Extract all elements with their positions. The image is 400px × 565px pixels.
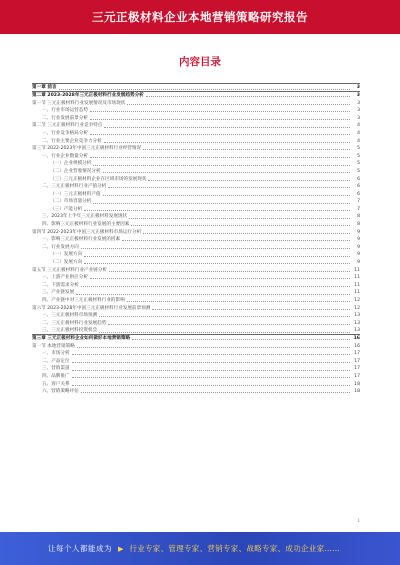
toc-entry-page: 16 [353,335,360,341]
toc-entry[interactable] [32,235,360,243]
toc-entry-title: 二、行业发展前景分析 [42,115,88,121]
toc-leader-dots [104,127,350,128]
toc-entry-page: 4 [357,123,360,129]
toc-leader-dots [84,210,350,211]
toc-entry-title: 第一节 本地营销策略 [32,343,75,349]
page-number: 1 [357,518,360,523]
toc-entry-page: 13 [354,313,360,319]
toc-entry[interactable] [32,242,360,250]
report-header [0,0,400,34]
toc-entry-page: 18 [354,389,360,395]
toc-leader-dots [143,149,350,150]
toc-entry[interactable] [32,349,360,357]
toc-entry[interactable] [32,318,360,326]
toc-entry-page: 7 [357,199,360,205]
report-title: 三元正极材料企业本地营销策略研究报告 [92,10,308,24]
toc-leader-dots [90,134,350,135]
toc-entry-page: 3 [356,85,360,91]
toc-entry-page: 8 [357,222,360,228]
toc-leader-dots [108,324,350,325]
toc-entry-page: 18 [354,381,360,387]
toc-entry-page: 5 [357,168,360,174]
toc-leader-dots [148,180,350,181]
toc-entry[interactable] [32,227,360,235]
toc-entry[interactable] [32,113,360,121]
toc-entry-title: 二、三元正极材料行业产值分析 [42,184,107,190]
toc-entry-page: 5 [357,146,360,152]
toc-entry[interactable] [32,83,360,91]
toc-entry-title: 第六节 2023-2028年中国三元正极材料行业发展前景预测 [32,305,151,311]
toc-entry[interactable] [32,265,360,273]
toc-leader-dots [109,271,350,272]
toc-entry[interactable] [32,303,360,311]
toc-entry-page: 3 [357,115,360,121]
toc-entry-page: 11 [354,290,360,296]
toc-entry-page: 5 [357,161,360,167]
toc-leader-dots [59,89,350,90]
toc-entry-page: 4 [357,130,360,136]
toc-entry[interactable] [32,144,360,152]
toc-entry[interactable] [32,212,360,220]
toc-entry[interactable] [32,106,360,114]
toc-entry[interactable] [32,220,360,228]
toc-entry-page: 9 [357,252,360,258]
toc-entry-title: 四、品牌推广 [42,373,70,379]
toc-leader-dots [143,233,350,234]
toc-entry-title: 二、下游需求分析 [42,282,79,288]
toc-entry-page: 3 [356,92,360,98]
toc-entry-page: 11 [354,267,360,273]
toc-entry-page: 17 [354,373,360,379]
toc-leader-dots [84,256,350,257]
toc-entry-title: （三）三元正极材料企业在区域市场的发展现状 [50,176,147,182]
toc-entry-page: 9 [357,229,360,235]
toc-leader-dots [77,347,350,348]
toc-entry-title: 一、市场分析 [42,351,70,357]
toc-entry[interactable] [32,167,360,175]
toc-entry[interactable] [32,326,360,334]
footer-lead-text: 让每个人都能成为 [48,544,112,553]
toc-leader-dots [72,370,350,371]
toc-entry[interactable] [32,151,360,159]
toc-entry-title: （二）企业营收情况分析 [50,168,101,174]
toc-leader-dots [99,332,350,333]
toc-entry[interactable] [32,121,360,129]
toc-leader-dots [129,218,350,219]
toc-entry-title: 二、三元正极材料行业发展趋势 [42,320,107,326]
toc-entry-title: 一、行业市场运营态势 [42,108,88,114]
toc-entry-title: 三、产业链发展 [42,290,75,296]
toc-entry-title: 第一节 三元正极材料行业发展情况及市场现状 [32,100,126,106]
toc-entry[interactable] [32,311,360,319]
toc-entry-title: 第三节 2022-2023年中国三元正极材料行业经营情况 [32,146,142,152]
toc-entry-page: 3 [357,108,360,114]
toc-entry-page: 11 [354,275,360,281]
toc-entry-page: 12 [354,298,360,304]
toc-entry-title: 第四节 2022-2023年中国三元正极材料市场运行分析 [32,229,142,235]
toc-leader-dots [81,248,350,249]
toc-entry-page: 6 [357,184,360,190]
toc-leader-dots [132,339,350,340]
toc-entry-page: 3 [357,100,360,106]
toc-leader-dots [93,165,350,166]
toc-entry-page: 17 [354,366,360,372]
toc-entry-page: 11 [354,282,360,288]
toc-entry[interactable] [32,341,360,349]
table-of-contents [32,83,360,394]
toc-entry-title: 第三章 三元正极材料企业如何做好本地营销策略 [32,335,131,341]
toc-entry-title: 一、上游产业供应分析 [42,275,88,281]
toc-leader-dots [72,354,350,355]
toc-leader-dots [146,96,350,97]
toc-leader-dots [72,377,350,378]
toc-entry-title: （一）发展方向 [50,252,83,258]
toc-entry-title: 第二章 2023-2028年三元正极材料行业发展趋势分析 [32,92,144,98]
toc-entry-title: 一、影响三元正极材料行业发展的因素 [42,237,121,243]
toc-leader-dots [90,278,350,279]
toc-entry[interactable] [32,296,360,304]
toc-entry-title: 一、行业企业数量分析 [42,153,88,159]
arrow-icon: ▶ [118,544,124,553]
toc-entry[interactable] [32,250,360,258]
toc-entry-title: 二、产品定位 [42,358,70,364]
toc-entry-page: 7 [357,206,360,212]
toc-leader-dots [103,172,350,173]
toc-entry-page: 9 [357,237,360,243]
toc-entry[interactable] [32,197,360,205]
toc-entry-page: 9 [357,260,360,266]
toc-leader-dots [84,263,350,264]
toc-leader-dots [131,225,350,226]
toc-leader-dots [108,187,350,188]
toc-entry[interactable] [32,356,360,364]
toc-entry-title: 五、客户关系 [42,381,70,387]
toc-entry[interactable] [32,288,360,296]
toc-entry-title: 三、2023年上半年三元正极材料发展现状 [42,214,128,220]
toc-entry[interactable] [32,174,360,182]
footer-banner [0,532,400,565]
toc-leader-dots [99,316,350,317]
toc-entry-title: 第一章 前言 [32,85,57,91]
toc-entry-title: 二、行业发展方向 [42,244,79,250]
toc-entry[interactable] [32,205,360,213]
toc-leader-dots [152,309,350,310]
toc-title: 内容目录 [179,56,221,68]
toc-entry-title: 三、三元正极材料投资机会 [42,328,98,334]
toc-entry[interactable] [32,364,360,372]
toc-entry-title: 四、影响三元正极材料行业发展的主要因素 [42,222,130,228]
toc-entry-page: 13 [354,320,360,326]
toc-entry-title: （一）三元正极材料产值 [50,191,101,197]
toc-entry-page: 6 [357,176,360,182]
toc-entry[interactable] [32,129,360,137]
toc-entry-title: 三、营销渠道 [42,366,70,372]
toc-entry-title: （二）市场容量分析 [50,199,92,205]
toc-entry-title: 一、三元正极材料市场预测 [42,313,98,319]
toc-entry-title: 一、行业竞争格局分析 [42,130,88,136]
toc-entry-title: 二、行业主要企业竞争力分析 [42,138,102,144]
toc-entry[interactable] [32,189,360,197]
toc-leader-dots [72,362,350,363]
toc-leader-dots [72,385,350,386]
footer-tags-text: 行业专家、管理专家、营销专家、战略专家、成功企业家…… [129,544,340,553]
toc-leader-dots [90,111,350,112]
toc-leader-dots [103,195,350,196]
toc-entry-title: 第五节 三元正极材料行业产业链分析 [32,267,107,273]
toc-entry[interactable] [32,280,360,288]
toc-entry-page: 12 [354,305,360,311]
toc-leader-dots [90,157,350,158]
toc-entry-page: 17 [354,358,360,364]
toc-entry-title: 第二节 三元正极材料行业竞争特点 [32,123,103,129]
toc-entry-page: 5 [357,153,360,159]
toc-entry-page: 6 [357,191,360,197]
toc-leader-dots [81,392,350,393]
toc-entry-page: 4 [357,138,360,144]
toc-entry[interactable] [32,387,360,395]
toc-entry[interactable] [32,372,360,380]
toc-leader-dots [93,203,350,204]
toc-entry-page: 9 [357,244,360,250]
toc-leader-dots [127,301,350,302]
toc-entry[interactable] [32,136,360,144]
toc-leader-dots [104,142,350,143]
toc-leader-dots [122,240,350,241]
toc-entry[interactable] [32,91,360,99]
toc-leader-dots [90,119,350,120]
toc-entry-page: 17 [354,351,360,357]
toc-entry-title: 四、产业链中对三元正极材料行业的影响 [42,298,125,304]
toc-entry-title: 六、营销策略评估 [42,389,79,395]
toc-leader-dots [81,286,350,287]
toc-entry[interactable] [32,379,360,387]
toc-entry-title: （三）产能分析 [50,206,83,212]
toc-entry-title: （一）企业规模分析 [50,161,92,167]
toc-entry-page: 16 [354,343,360,349]
toc-entry[interactable] [32,334,360,342]
toc-entry[interactable] [32,98,360,106]
toc-entry-title: （二）发展方向 [50,260,83,266]
toc-entry-page: 8 [357,214,360,220]
toc-entry[interactable] [32,273,360,281]
toc-leader-dots [76,294,350,295]
toc-entry[interactable] [32,182,360,190]
toc-entry-page: 13 [354,328,360,334]
toc-leader-dots [127,104,350,105]
toc-entry[interactable] [32,258,360,266]
toc-entry[interactable] [32,159,360,167]
